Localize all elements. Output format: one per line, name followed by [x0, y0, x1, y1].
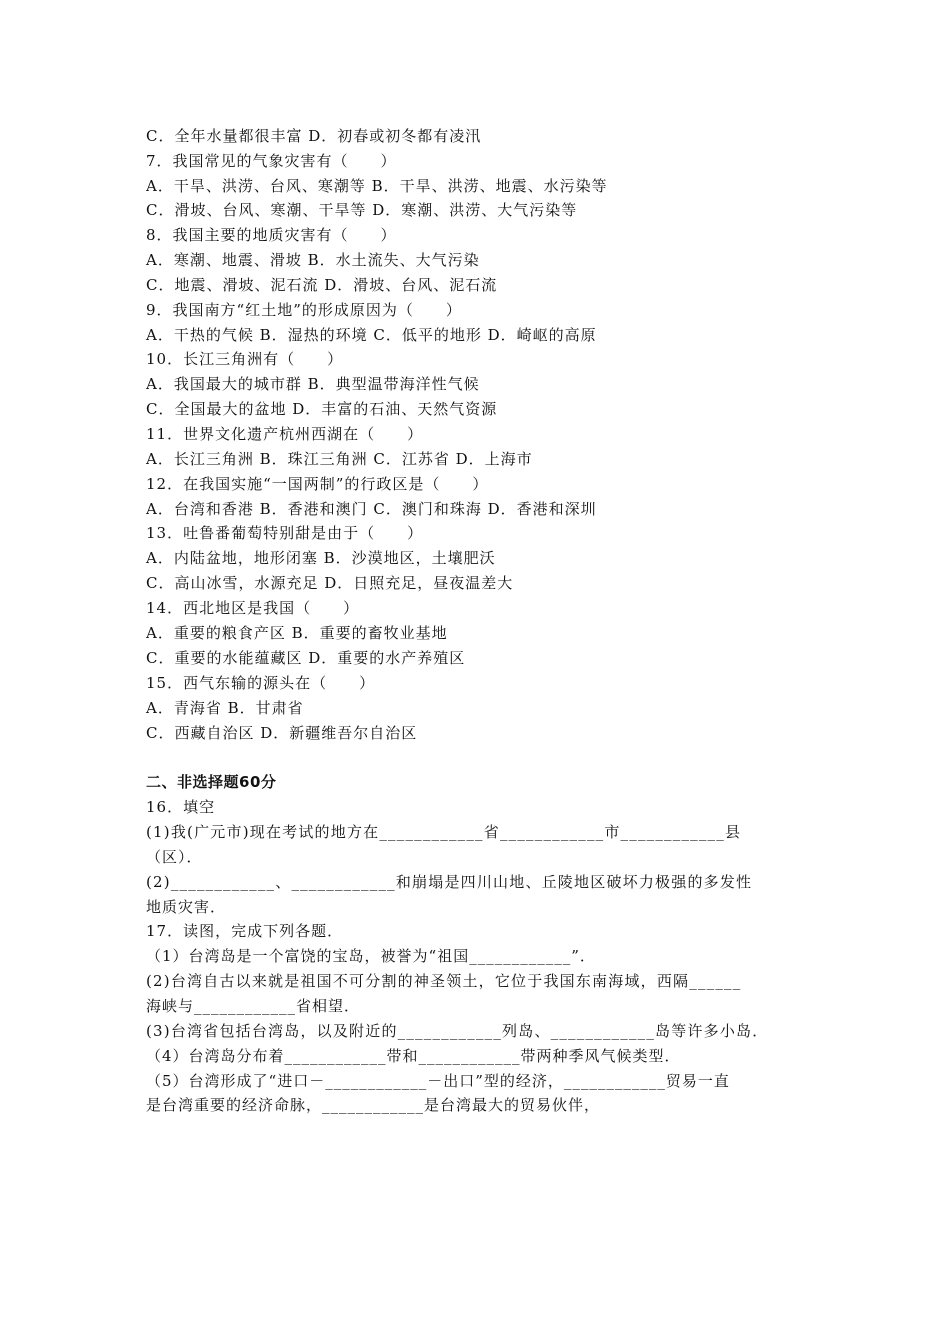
q12-stem: 12．在我国实施“一国两制”的行政区是（ ） [146, 475, 489, 493]
q17-part5: （5）台湾形成了“进口－____________－出口”型的经济，____________贸易一直 [146, 1072, 730, 1090]
q7-option-ab: A．干旱、洪涝、台风、寒潮等 B．干旱、洪涝、地震、水污染等 [146, 177, 608, 195]
q15-option-ab: A．青海省 B．甘肃省 [146, 699, 304, 717]
q17-stem: 17．读图，完成下列各题． [146, 922, 344, 940]
q17-part2-cont: 海峡与____________省相望． [146, 997, 361, 1015]
q9-stem: 9．我国南方“红土地”的形成原因为（ ） [146, 301, 462, 319]
q17-part1: （1）台湾岛是一个富饶的宝岛，被誉为“祖国____________”． [146, 947, 596, 965]
q16-part1: (1)我(广元市)现在考试的地方在____________省____________市____________县 [146, 823, 742, 841]
q15-option-cd: C．西藏自治区 D．新疆维吾尔自治区 [146, 724, 418, 742]
q7-stem: 7．我国常见的气象灾害有（ ） [146, 152, 397, 170]
q12-options: A．台湾和香港 B．香港和澳门 C．澳门和珠海 D．香港和深圳 [146, 500, 597, 518]
q14-stem: 14．西北地区是我国（ ） [146, 599, 360, 617]
q16-part2-cont: 地质灾害． [146, 898, 227, 916]
q17-part3: (3)台湾省包括台湾岛，以及附近的____________列岛、____________岛等许多小岛． [146, 1022, 769, 1040]
q10-stem: 10．长江三角洲有（ ） [146, 350, 344, 368]
q16-part1-cont: （区）． [146, 848, 203, 866]
q13-option-cd: C．高山冰雪，水源充足 D．日照充足，昼夜温差大 [146, 574, 514, 592]
q7-option-cd: C．滑坡、台风、寒潮、干旱等 D．寒潮、洪涝、大气污染等 [146, 201, 578, 219]
q17-part4: （4）台湾岛分布着____________带和____________带两种季风气候类型． [146, 1047, 681, 1065]
q13-stem: 13．吐鲁番葡萄特别甜是由于（ ） [146, 524, 424, 542]
q14-option-cd: C．重要的水能蕴藏区 D．重要的水产养殖区 [146, 649, 466, 667]
q10-option-cd: C．全国最大的盆地 D．丰富的石油、天然气资源 [146, 400, 498, 418]
q13-option-ab: A．内陆盆地，地形闭塞 B．沙漠地区，土壤肥沃 [146, 549, 496, 567]
q15-stem: 15．西气东输的源头在（ ） [146, 674, 376, 692]
q8-option-ab: A．寒潮、地震、滑坡 B．水土流失、大气污染 [146, 251, 480, 269]
q10-option-ab: A．我国最大的城市群 B．典型温带海洋性气候 [146, 375, 480, 393]
q8-stem: 8．我国主要的地质灾害有（ ） [146, 226, 397, 244]
q6-option-cd: C．全年水量都很丰富 D．初春或初冬都有凌汛 [146, 127, 482, 145]
q8-option-cd: C．地震、滑坡、泥石流 D．滑坡、台风、泥石流 [146, 276, 498, 294]
q9-options: A．干热的气候 B．湿热的环境 C．低平的地形 D．崎岖的高原 [146, 326, 597, 344]
section-title: 二、非选择题60分 [146, 773, 277, 791]
q11-options: A．长江三角洲 B．珠江三角洲 C．江苏省 D．上海市 [146, 450, 533, 468]
q17-part2: (2)台湾自古以来就是祖国不可分割的神圣领土，它位于我国东南海域，西隔______ [146, 972, 742, 990]
q17-part5-cont: 是台湾重要的经济命脉，____________是台湾最大的贸易伙伴， [146, 1096, 601, 1114]
q11-stem: 11．世界文化遗产杭州西湖在（ ） [146, 425, 424, 443]
q16-stem: 16．填空 [146, 798, 216, 816]
q14-option-ab: A．重要的粮食产区 B．重要的畜牧业基地 [146, 624, 448, 642]
q16-part2: (2)____________、____________和崩塌是四川山地、丘陵地区破坏力极强的多发性 [146, 873, 753, 891]
